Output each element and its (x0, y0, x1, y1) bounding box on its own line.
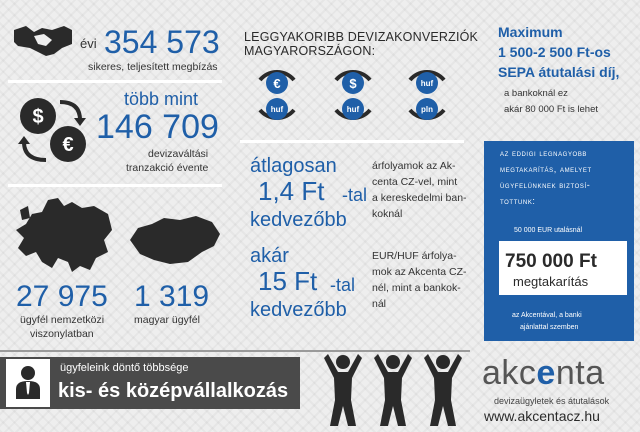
savings-amount: 750 000 Ft (505, 251, 597, 272)
intl-clients-caption-1: ügyfél nemzetközi (20, 314, 105, 326)
avg-desc-2: centa CZ-vel, mint (372, 176, 458, 188)
intl-clients-count: 27 975 (16, 280, 108, 313)
sepa-line-5: akár 80 000 Ft is lehet (504, 104, 598, 115)
currency-exchange-icon (14, 92, 94, 168)
up-desc-3: nél, mint a bankok- (372, 282, 461, 294)
brand-tagline: devizaügyletek és átutalások (494, 396, 610, 406)
avg-value: 1,4 Ft (258, 176, 325, 206)
conversions-caption-2: tranzakció évente (126, 162, 209, 174)
svg-text:$: $ (32, 106, 44, 128)
brand-url[interactable]: www.akcentacz.hu (484, 408, 600, 424)
hu-clients-caption: magyar ügyfél (134, 314, 200, 326)
conversion-pair-eur-huf (248, 66, 306, 124)
hungary-map-icon (126, 212, 222, 268)
conversion-pair-huf-pln (398, 66, 456, 124)
avg-desc-4: koknál (372, 208, 403, 220)
logo-part-3: nta (555, 354, 605, 392)
sepa-line-1: Maximum (498, 24, 563, 40)
currency-bubble-bottom: huf (266, 98, 288, 120)
up-prefix: akár (250, 245, 289, 267)
sepa-line-4: a bankoknál ez (504, 88, 568, 99)
transactions-caption: sikeres, teljesített megbízás (88, 61, 218, 73)
conversions-heading-1: LEGGYAKORIBB DEVIZAKONVERZIÓK (244, 30, 479, 44)
up-suffix: -tal (330, 275, 356, 295)
hu-clients-count: 1 319 (134, 280, 210, 313)
bank-note-1: az Akcentával, a banki (512, 312, 582, 319)
biggest-line-1: az eddigi legnagyobb (500, 148, 588, 158)
biggest-line-2: megtakarítás, amelyet (500, 164, 592, 174)
biggest-line-4: tottunk: (500, 196, 536, 206)
biggest-line-3: ügyfelünknek biztosí- (500, 180, 591, 190)
up-value: 15 Ft (258, 266, 318, 296)
currency-bubble-top: € (266, 72, 288, 94)
businessman-icon (14, 365, 42, 401)
avg-prefix: átlagosan (250, 155, 337, 177)
transfer-note: 50 000 EUR utalásnál (514, 227, 583, 234)
handshake-icon (12, 22, 74, 58)
sepa-line-3: SEPA átutalási díj, (498, 64, 620, 80)
up-desc-1: EUR/HUF árfolya- (372, 250, 457, 262)
bank-note-2: ajánlattal szemben (520, 324, 579, 331)
europe-map-icon (12, 196, 114, 274)
akcenta-logo (482, 356, 605, 390)
avg-better: kedvezőbb (250, 209, 347, 231)
avg-desc-1: árfolyamok az Ak- (372, 160, 456, 172)
logo-part-2: e (536, 354, 556, 392)
savings-amount-label: megtakarítás (513, 274, 589, 289)
divider (8, 184, 222, 187)
conversions-count: 146 709 (96, 108, 219, 146)
conversions-heading-2: MAGYARORSZÁGON: (244, 44, 376, 58)
avg-desc-3: a kereskedelmi ban- (372, 192, 467, 204)
divider (240, 140, 464, 143)
cheering-people-icon (318, 350, 468, 428)
currency-bubble-bottom: huf (342, 98, 364, 120)
year-prefix: évi (80, 36, 97, 51)
logo-part-1: akc (482, 354, 537, 392)
up-desc-4: nál (372, 298, 387, 310)
transactions-count: 354 573 (104, 24, 220, 60)
person-badge (6, 359, 50, 407)
sepa-line-2: 1 500-2 500 Ft-os (498, 44, 611, 60)
conversion-pair-usd-huf (324, 66, 382, 124)
up-desc-2: mok az Akcenta CZ- (372, 266, 467, 278)
client-segment: kis- és középvállalkozás (58, 380, 289, 402)
clients-line: ügyfeleink döntő többsége (60, 362, 189, 374)
conversions-caption-1: devizaváltási (148, 148, 209, 160)
currency-bubble-top: huf (416, 72, 438, 94)
avg-suffix: -tal (342, 185, 368, 205)
currency-bubble-bottom: pln (416, 98, 438, 120)
more-than-label: több mint (124, 89, 199, 109)
svg-text:€: € (62, 134, 74, 156)
divider (8, 80, 222, 83)
up-better: kedvezőbb (250, 299, 347, 321)
currency-bubble-top: $ (342, 72, 364, 94)
intl-clients-caption-2: viszonylatban (30, 328, 94, 340)
